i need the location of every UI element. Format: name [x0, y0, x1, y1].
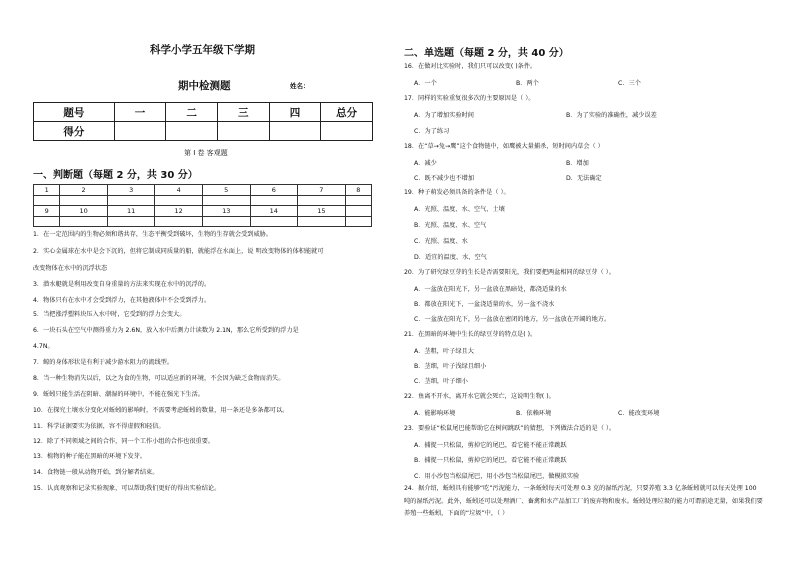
question-1: 1．在一定范围内的生物必须和谐共存，生态平衡受到破坏，生物的生存就会受到威胁。	[33, 231, 273, 238]
question-7: 7．鲸的身体形状是有利于减少游水阻力的流线型。	[33, 359, 174, 366]
question-2-cont: 改变物体在水中的沉浮状态	[33, 265, 108, 272]
option-a[interactable]: A．一盆放在阳光下，另一盆放在黑暗处，都浇适量的水	[414, 286, 567, 293]
answer-cell[interactable]	[155, 195, 203, 206]
option-a[interactable]: A．捕捉一只松鼠，剪掉它的尾巴，看它能不能正常跳跃	[414, 442, 567, 449]
answer-cell[interactable]	[345, 216, 371, 227]
answer-cell[interactable]	[107, 216, 155, 227]
option-b[interactable]: B．两个	[516, 80, 539, 87]
option-a[interactable]: A．一个	[414, 80, 437, 87]
question-6: 6．一块石头在空气中测得重力为 2.6N，放入水中后测力计读数为 2.1N，那么它所受到的浮力是	[33, 327, 299, 334]
option-b[interactable]: B．依赖环境	[516, 410, 552, 417]
grid-number: 10	[60, 206, 108, 217]
answer-cell[interactable]	[34, 195, 60, 206]
grid-number	[345, 206, 371, 217]
score-row-label: 得分	[34, 122, 115, 141]
question-16: 16．在做对比实验时，我们只可以改变( )条件。	[404, 63, 537, 70]
question-3: 3．潜水艇就是利用改变自身重量的方法来实现在水中的沉浮的。	[33, 281, 211, 288]
question-10: 10．在探究土壤水分变化对蚯蚓的影响时，不需要考虑蚯蚓的数量，用一条还是多条都可以。	[33, 407, 289, 414]
answer-cell[interactable]	[345, 195, 371, 206]
grid-number: 5	[202, 185, 250, 196]
question-4: 4．物体只有在水中才会受到浮力，在其他液体中不会受到浮力。	[33, 297, 211, 304]
option-a[interactable]: A．能影响环境	[414, 410, 456, 417]
name-label: 姓名：	[290, 82, 310, 90]
grid-number: 3	[107, 185, 155, 196]
option-c[interactable]: C．一盆放在阳光下，另一盆放在密闭的地方，另一盆放在开阔的地方。	[414, 316, 611, 323]
grid-number: 4	[155, 185, 203, 196]
score-cell[interactable]	[321, 122, 373, 141]
question-6-cont: 4.7N。	[33, 343, 54, 350]
answer-cell[interactable]	[107, 195, 155, 206]
question-19: 19．种子萌发必须具备的条件是（ ）。	[404, 189, 510, 196]
option-b[interactable]: B．为了实验的准确性，减少误差	[566, 112, 657, 119]
score-cell[interactable]	[269, 122, 321, 141]
grid-number-row	[34, 206, 372, 217]
answer-cell[interactable]	[60, 216, 108, 227]
option-c[interactable]: C．用小沙包当松鼠尾巴，用小沙包当松鼠尾巴，做模拟实验	[414, 473, 580, 480]
grid-number: 11	[107, 206, 155, 217]
question-12: 12．除了不同领域之间的合作，同一个工作小组的合作也很重要。	[33, 438, 215, 445]
question-24: 24．据介绍，蚯蚓具有能够“吃”污泥能力，一条蚯蚓每天可处理 0.3 克的湿纸污泥，只要养殖 3.3 亿条蚯蚓就可以每天处理 100 吨的湿纸污泥。此外，蚯蚓还可以处理酒厂、畜禽和水产品加工厂的废弃物和废水。蚯蚓处理垃圾的能力可谓前途无量，如果我们要养殖一些蚯蚓，下面的“垃圾”中，（ ）	[404, 485, 763, 517]
question-18: 18．在“草→兔→鹰”这个食物链中，如鹰被大量捕杀，短时间内草会（ ）	[404, 143, 604, 150]
question-21: 21．在黑暗的环境中生长的绿豆芽的特点是( )。	[404, 331, 537, 338]
question-23: 23．要验证“松鼠尾巴能帮助它在树间跳跃”的猜想，下列做法合适的是（ ）。	[404, 425, 616, 432]
score-cell[interactable]	[114, 122, 166, 141]
option-c[interactable]: C．三个	[618, 80, 641, 87]
score-cell[interactable]	[166, 122, 218, 141]
question-5: 5．当把涨浮塑料块压入水中时，它受到的浮力会变大。	[33, 311, 186, 318]
answer-cell[interactable]	[250, 195, 298, 206]
option-c[interactable]: C．能改变环境	[618, 410, 660, 417]
score-header-cell: 三	[217, 103, 269, 122]
option-b[interactable]: B．增加	[566, 160, 589, 167]
grid-answer-row	[34, 195, 372, 206]
answer-cell[interactable]	[60, 195, 108, 206]
option-c[interactable]: C．既不减少也不增加	[414, 175, 475, 182]
option-c[interactable]: C．光照、温度、水	[414, 238, 468, 245]
question-13: 13．植物的种子能在黑暗的环境下发芽。	[33, 453, 147, 460]
grid-number: 2	[60, 185, 108, 196]
answer-cell[interactable]	[202, 216, 250, 227]
grid-answer-row	[34, 216, 372, 227]
question-11: 11．科学证据要实为依据，容不得虚假和轻信。	[33, 423, 165, 430]
grid-number: 13	[202, 206, 250, 217]
score-cell[interactable]	[217, 122, 269, 141]
answer-cell[interactable]	[202, 195, 250, 206]
question-9: 9．蚯蚓只能生活在阴暗、潮湿的环境中，不能在强光下生活。	[33, 391, 204, 398]
score-table-score-row	[34, 122, 373, 141]
score-header-cell: 总分	[321, 103, 373, 122]
answer-cell[interactable]	[34, 216, 60, 227]
grid-number: 12	[155, 206, 203, 217]
score-header-cell: 二	[166, 103, 218, 122]
exam-title: 科学小学五年级下学期	[150, 44, 255, 56]
grid-number: 8	[345, 185, 371, 196]
option-a[interactable]: A．减少	[414, 160, 437, 167]
judgement-answer-grid	[33, 184, 372, 227]
option-b[interactable]: B．茎细，叶子浅绿且细小	[414, 363, 487, 370]
grid-number: 15	[298, 206, 346, 217]
question-22: 22．鱼离不开水，离开水它就会死亡，这说明生物( )。	[404, 393, 555, 400]
option-b[interactable]: B．光照、温度、水、空气	[414, 222, 487, 229]
option-b[interactable]: B．都放在阳光下，一盆浇适量的水，另一盆不浇水	[414, 301, 555, 308]
section1-title: 一、判断题（每题 2 分，共 30 分）	[33, 170, 198, 181]
grid-number-row	[34, 185, 372, 196]
question-20: 20．为了研究绿豆芽的生长是否需要阳光，我们要把两盆相同的绿豆芽（ ）。	[404, 269, 615, 276]
section2-title: 二、单选题（每题 2 分，共 40 分）	[404, 48, 569, 59]
grid-number: 9	[34, 206, 60, 217]
option-c[interactable]: C．茎细，叶子细小	[414, 378, 468, 385]
answer-cell[interactable]	[298, 195, 346, 206]
question-14: 14．食物链一般从动物开始，到分解者结束。	[33, 469, 159, 476]
score-table	[33, 102, 373, 141]
answer-cell[interactable]	[250, 216, 298, 227]
score-header-cell: 一	[114, 103, 166, 122]
question-2: 2．实心金属球在水中是会下沉的，但将它制成同质量的船，就能浮在水面上，说 明改变物体的体积能就可	[33, 248, 324, 255]
grid-number: 7	[298, 185, 346, 196]
answer-cell[interactable]	[155, 216, 203, 227]
grid-number: 1	[34, 185, 60, 196]
score-table-header-row	[34, 103, 373, 122]
question-8: 8．当一种生物消失以后，以之为食的生物，可以适应新的环境，不会因为缺乏食物而消失。	[33, 375, 285, 382]
option-a[interactable]: A．光照、温度、水、空气、土壤	[414, 206, 505, 213]
volume-label: 第 I 卷 客观题	[184, 149, 228, 157]
option-b[interactable]: B．捕捉一只松鼠，剪掉它的尾巴，看它能不能正常跳跃	[414, 457, 567, 464]
option-a[interactable]: A．茎粗，叶子绿且大	[414, 348, 474, 355]
grid-number: 14	[250, 206, 298, 217]
option-d[interactable]: D．无法确定	[566, 175, 602, 182]
option-a[interactable]: A．为了增加实验时间	[414, 112, 474, 119]
score-header-cell: 四	[269, 103, 321, 122]
question-15: 15．认真观察和记录实验现象，可以帮助我们更好的得出实验结论。	[33, 485, 221, 492]
option-c[interactable]: C．为了练习	[414, 128, 450, 135]
answer-cell[interactable]	[298, 216, 346, 227]
option-d[interactable]: D．适宜的温度、水、空气	[414, 254, 487, 261]
exam-subtitle: 期中检测题	[178, 80, 231, 92]
question-17: 17．同样的实验重复很多次的主要原因是（ ）。	[404, 95, 535, 102]
grid-number: 6	[250, 185, 298, 196]
score-header-cell: 题号	[34, 103, 115, 122]
